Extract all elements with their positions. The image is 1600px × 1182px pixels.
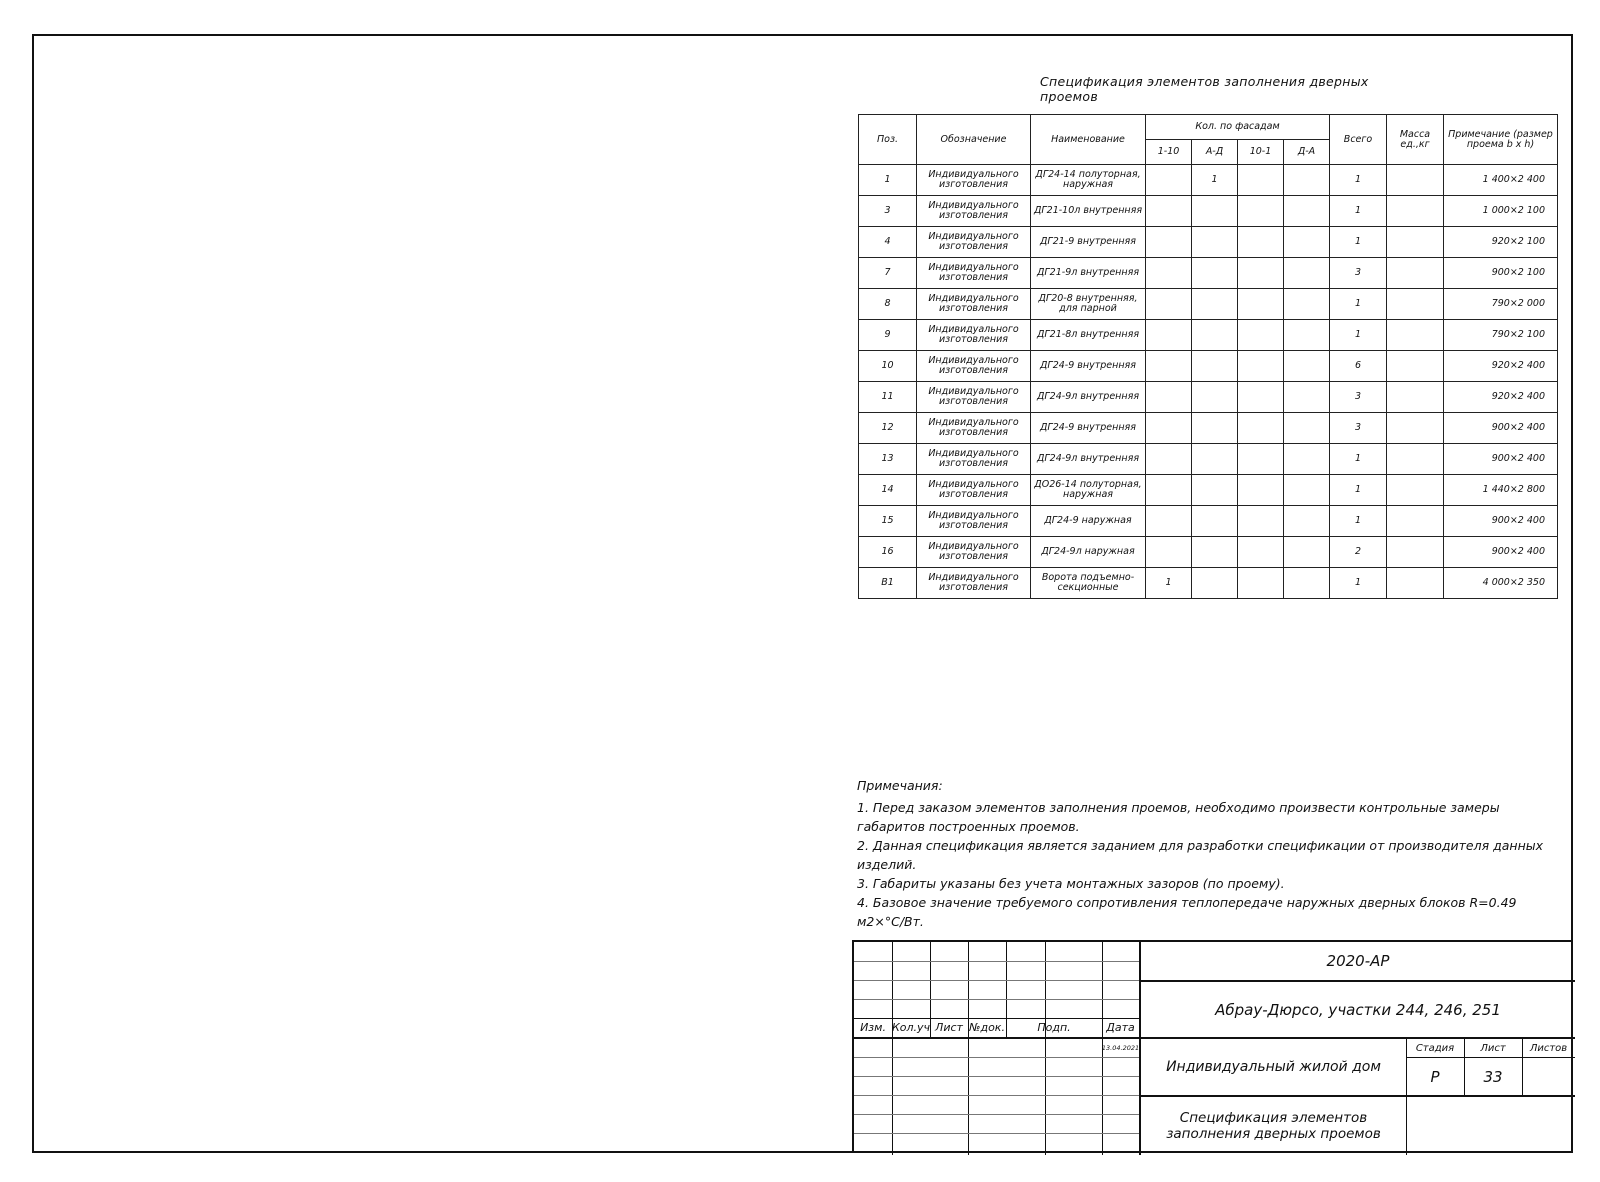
header-total: Всего	[1330, 115, 1387, 165]
cell-note: 1 000×2 100	[1444, 196, 1558, 227]
stamp-building: Индивидуальный жилой дом	[1166, 1059, 1381, 1075]
cell-f1	[1146, 537, 1192, 568]
cell-f2: 1	[1192, 165, 1238, 196]
notes	[857, 776, 1557, 931]
header-qty-group: Кол. по фасадам	[1146, 115, 1330, 140]
cell-f2	[1192, 444, 1238, 475]
stamp-label-data: Дата	[1106, 1021, 1135, 1034]
cell-mass	[1387, 196, 1444, 227]
cell-f2	[1192, 537, 1238, 568]
table-row	[859, 568, 1558, 599]
cell-mass	[1387, 475, 1444, 506]
stamp-sheet-title: Спецификация элементов заполнения дверных проемов	[1166, 1110, 1381, 1142]
cell-f3	[1238, 227, 1284, 258]
stamp-label-list: Лист	[935, 1021, 963, 1034]
cell-f1	[1146, 382, 1192, 413]
cell-note: 790×2 100	[1444, 320, 1558, 351]
cell-name: ДГ20-8 внутренняя, для парной	[1031, 289, 1146, 320]
cell-name: ДГ24-9 внутренняя	[1031, 351, 1146, 382]
cell-pos: 12	[859, 413, 917, 444]
cell-note: 900×2 400	[1444, 413, 1558, 444]
cell-f4	[1284, 382, 1330, 413]
cell-f3	[1238, 320, 1284, 351]
cell-f3	[1238, 537, 1284, 568]
cell-note: 4 000×2 350	[1444, 568, 1558, 599]
cell-mass	[1387, 506, 1444, 537]
cell-name: Ворота подъемно-секционные	[1031, 568, 1146, 599]
cell-f1	[1146, 351, 1192, 382]
note-item: 4. Базовое значение требуемого сопротивления теплопередаче наружных дверных блоков R=0.49 м2×°С/Вт.	[857, 895, 1517, 929]
table-row	[859, 196, 1558, 227]
table-row	[859, 506, 1558, 537]
cell-f4	[1284, 537, 1330, 568]
stamp-project: Абрау-Дюрсо, участки 244, 246, 251	[1215, 1000, 1501, 1019]
cell-total: 1	[1330, 320, 1387, 351]
cell-designation: Индивидуального изготовления	[917, 351, 1031, 382]
cell-f3	[1238, 506, 1284, 537]
cell-f2	[1192, 413, 1238, 444]
cell-note: 900×2 100	[1444, 258, 1558, 289]
cell-f3	[1238, 351, 1284, 382]
cell-f4	[1284, 413, 1330, 444]
cell-f1	[1146, 196, 1192, 227]
cell-note: 900×2 400	[1444, 506, 1558, 537]
stamp-label-koluch: Кол.уч	[891, 1021, 931, 1034]
table-row	[859, 351, 1558, 382]
header-facade-3: 10-1	[1238, 140, 1284, 165]
cell-total: 6	[1330, 351, 1387, 382]
cell-pos: В1	[859, 568, 917, 599]
cell-f1	[1146, 165, 1192, 196]
header-facade-1: 1-10	[1146, 140, 1192, 165]
title-block	[852, 940, 1573, 1153]
cell-f2	[1192, 506, 1238, 537]
cell-note: 920×2 400	[1444, 351, 1558, 382]
table-row	[859, 227, 1558, 258]
cell-total: 1	[1330, 444, 1387, 475]
table-row	[859, 444, 1558, 475]
cell-mass	[1387, 320, 1444, 351]
cell-f1	[1146, 289, 1192, 320]
cell-f1	[1146, 475, 1192, 506]
cell-mass	[1387, 537, 1444, 568]
stamp-stage: Р	[1430, 1067, 1440, 1086]
table-row	[859, 258, 1558, 289]
cell-designation: Индивидуального изготовления	[917, 258, 1031, 289]
cell-f1	[1146, 506, 1192, 537]
table-row	[859, 165, 1558, 196]
cell-total: 1	[1330, 568, 1387, 599]
cell-designation: Индивидуального изготовления	[917, 444, 1031, 475]
cell-total: 3	[1330, 413, 1387, 444]
cell-pos: 15	[859, 506, 917, 537]
cell-total: 1	[1330, 506, 1387, 537]
cell-name: ДО26-14 полуторная, наружная	[1031, 475, 1146, 506]
cell-pos: 10	[859, 351, 917, 382]
cell-f4	[1284, 568, 1330, 599]
cell-f2	[1192, 227, 1238, 258]
cell-pos: 11	[859, 382, 917, 413]
header-pos: Поз.	[859, 115, 917, 165]
cell-designation: Индивидуального изготовления	[917, 568, 1031, 599]
cell-note: 920×2 100	[1444, 227, 1558, 258]
cell-f1	[1146, 413, 1192, 444]
header-designation: Обозначение	[917, 115, 1031, 165]
table-row	[859, 475, 1558, 506]
cell-f4	[1284, 506, 1330, 537]
cell-f4	[1284, 320, 1330, 351]
cell-pos: 7	[859, 258, 917, 289]
table-row	[859, 537, 1558, 568]
stamp-sheet-label: Лист	[1480, 1042, 1506, 1054]
cell-pos: 3	[859, 196, 917, 227]
cell-designation: Индивидуального изготовления	[917, 413, 1031, 444]
spec-table	[858, 114, 1558, 599]
cell-designation: Индивидуального изготовления	[917, 506, 1031, 537]
cell-pos: 1	[859, 165, 917, 196]
cell-mass	[1387, 382, 1444, 413]
cell-f3	[1238, 444, 1284, 475]
cell-name: ДГ21-8л внутренняя	[1031, 320, 1146, 351]
cell-f2	[1192, 568, 1238, 599]
stamp-sheets-count	[1522, 1058, 1575, 1095]
stamp-sheet-number: 33	[1483, 1067, 1503, 1086]
cell-f4	[1284, 475, 1330, 506]
cell-designation: Индивидуального изготовления	[917, 382, 1031, 413]
cell-name: ДГ24-9 наружная	[1031, 506, 1146, 537]
table-row	[859, 413, 1558, 444]
cell-f3	[1238, 382, 1284, 413]
cell-pos: 4	[859, 227, 917, 258]
cell-name: ДГ24-14 полуторная, наружная	[1031, 165, 1146, 196]
cell-f4	[1284, 351, 1330, 382]
header-facade-2: А-Д	[1192, 140, 1238, 165]
cell-f2	[1192, 382, 1238, 413]
cell-f4	[1284, 196, 1330, 227]
stamp-sheets-label: Листов	[1529, 1042, 1568, 1054]
cell-f1	[1146, 320, 1192, 351]
cell-f1	[1146, 227, 1192, 258]
stamp-stage-label: Стадия	[1415, 1042, 1455, 1054]
cell-mass	[1387, 351, 1444, 382]
cell-pos: 16	[859, 537, 917, 568]
cell-f3	[1238, 258, 1284, 289]
table-row	[859, 320, 1558, 351]
header-name: Наименование	[1031, 115, 1146, 165]
cell-designation: Индивидуального изготовления	[917, 196, 1031, 227]
cell-f4	[1284, 258, 1330, 289]
cell-pos: 9	[859, 320, 917, 351]
cell-note: 900×2 400	[1444, 444, 1558, 475]
cell-f4	[1284, 444, 1330, 475]
stamp-date: 13.04.2021	[1101, 1044, 1140, 1052]
cell-mass	[1387, 258, 1444, 289]
cell-f3	[1238, 413, 1284, 444]
cell-f3	[1238, 196, 1284, 227]
stamp-label-izm: Изм.	[860, 1021, 886, 1034]
cell-note: 900×2 400	[1444, 537, 1558, 568]
cell-f1	[1146, 258, 1192, 289]
cell-name: ДГ24-9л внутренняя	[1031, 382, 1146, 413]
cell-f4	[1284, 227, 1330, 258]
header-mass: Масса ед.,кг	[1387, 115, 1444, 165]
cell-designation: Индивидуального изготовления	[917, 475, 1031, 506]
stamp-label-ndok: №док.	[969, 1021, 1005, 1034]
table-row	[859, 382, 1558, 413]
cell-f3	[1238, 475, 1284, 506]
note-item: 3. Габариты указаны без учета монтажных зазоров (по проему).	[857, 876, 1285, 891]
cell-f2	[1192, 475, 1238, 506]
cell-designation: Индивидуального изготовления	[917, 537, 1031, 568]
cell-mass	[1387, 289, 1444, 320]
cell-designation: Индивидуального изготовления	[917, 320, 1031, 351]
cell-f2	[1192, 258, 1238, 289]
cell-f2	[1192, 289, 1238, 320]
cell-note: 920×2 400	[1444, 382, 1558, 413]
header-facade-4: Д-А	[1284, 140, 1330, 165]
cell-note: 1 440×2 800	[1444, 475, 1558, 506]
cell-total: 1	[1330, 227, 1387, 258]
cell-f2	[1192, 351, 1238, 382]
cell-f1	[1146, 444, 1192, 475]
cell-f1: 1	[1146, 568, 1192, 599]
cell-pos: 13	[859, 444, 917, 475]
cell-designation: Индивидуального изготовления	[917, 165, 1031, 196]
cell-total: 1	[1330, 289, 1387, 320]
cell-f3	[1238, 289, 1284, 320]
header-note: Примечание (размер проема b x h)	[1444, 115, 1558, 165]
cell-mass	[1387, 165, 1444, 196]
cell-total: 1	[1330, 475, 1387, 506]
cell-name: ДГ21-9 внутренняя	[1031, 227, 1146, 258]
cell-name: ДГ24-9 внутренняя	[1031, 413, 1146, 444]
stamp-code: 2020-АР	[1326, 952, 1390, 970]
cell-f2	[1192, 196, 1238, 227]
cell-mass	[1387, 568, 1444, 599]
cell-note: 790×2 000	[1444, 289, 1558, 320]
cell-pos: 8	[859, 289, 917, 320]
cell-f2	[1192, 320, 1238, 351]
cell-name: ДГ24-9л наружная	[1031, 537, 1146, 568]
note-item: 1. Перед заказом элементов заполнения проемов, необходимо произвести контрольные замеры габаритов построенных проемов.	[857, 800, 1500, 834]
cell-name: ДГ21-9л внутренняя	[1031, 258, 1146, 289]
note-item: 2. Данная спецификация является заданием для разработки спецификации от производителя данных изделий.	[857, 838, 1544, 872]
cell-f4	[1284, 165, 1330, 196]
cell-f3	[1238, 568, 1284, 599]
cell-designation: Индивидуального изготовления	[917, 227, 1031, 258]
cell-note: 1 400×2 400	[1444, 165, 1558, 196]
cell-name: ДГ21-10л внутренняя	[1031, 196, 1146, 227]
spec-title: Спецификация элементов заполнения дверных проемов	[1040, 74, 1369, 104]
cell-total: 2	[1330, 537, 1387, 568]
cell-designation: Индивидуального изготовления	[917, 289, 1031, 320]
cell-f3	[1238, 165, 1284, 196]
cell-mass	[1387, 413, 1444, 444]
table-row	[859, 289, 1558, 320]
cell-total: 1	[1330, 165, 1387, 196]
cell-name: ДГ24-9л внутренняя	[1031, 444, 1146, 475]
notes-heading: Примечания:	[857, 778, 943, 793]
cell-pos: 14	[859, 475, 917, 506]
stamp-label-podp: Подп.	[1037, 1021, 1071, 1034]
spec-table-body	[859, 165, 1558, 599]
cell-total: 3	[1330, 258, 1387, 289]
cell-f4	[1284, 289, 1330, 320]
cell-total: 3	[1330, 382, 1387, 413]
cell-mass	[1387, 444, 1444, 475]
cell-mass	[1387, 227, 1444, 258]
cell-total: 1	[1330, 196, 1387, 227]
